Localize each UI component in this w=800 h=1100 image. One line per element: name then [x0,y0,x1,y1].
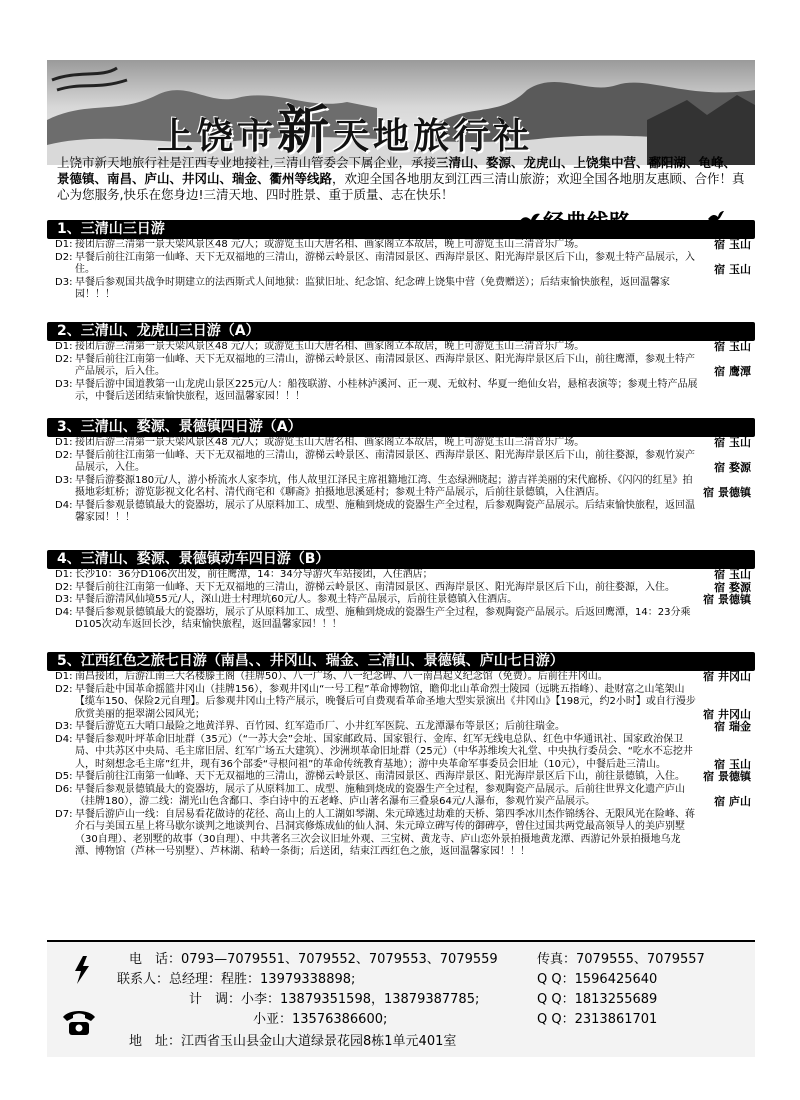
day-row: D5: 早餐后前往江南第一仙峰、天下无双福地的三清山，游梯云岭景区、南清园景区、西海岸景区、阳光海岸景区后下山，前往景德镇，入住。 宿 景德镇 [55,770,751,783]
dispatcher-line: 小亚：13576386600; [253,1012,388,1027]
contact-panel [47,940,755,1057]
route-title: 2、三清山、龙虎山三日游（A） [47,322,755,341]
route-title: 4、三清山、婺源、景德镇动车四日游（B） [47,550,755,569]
qq-line: Q Q：1813255689 [537,992,658,1007]
day-row: D4: 早餐后参观叶坪革命旧址群（35元）（“一苏大会”会址、国家邮政局、国家银行、金库、红军无线电总队、红色中华通讯社、国家政治保卫局、中共苏区中央局、毛主席旧居、红军广场五大建筑）、沙洲坝革命旧址群（25元）（中华苏维埃大礼堂、中央执行委员会、“吃水不忘挖井人，时刻想念毛主席”红井，现有36个部委“寻根问祖”的革命传统教育基地）；游中央革命军事委员会旧址（10元），中餐后赴三清山。 宿 玉山 [55,733,751,771]
qq-line: Q Q：2313861701 [537,1012,658,1027]
route-title: 3、三清山、婺源、景德镇四日游（A） [47,418,755,437]
day-row: D4: 早餐后参观景德镇最大的瓷器坊，展示了从原料加工、成型、施釉到烧成的瓷器生产全过程，参观陶瓷产品展示。后返回鹰潭，14：23分乘D105次动车返回长沙，结束愉快旅程，返回温馨家园！！！ [55,606,691,630]
qq-line: Q Q：1596425640 [537,972,658,987]
company-title: 上饶市新天地旅行社 [157,100,534,161]
day-row: D4: 早餐后参观景德镇最大的瓷器坊，展示了从原料加工、成型、施釉到烧成的瓷器生产全过程，后参观陶瓷产品展示。后结束愉快旅程，返回温馨家园！！！ [55,499,695,523]
day-row: D2: 早餐后前往江南第一仙峰、天下无双福地的三清山，游梯云岭景区、南清园景区、西海岸景区、阳光海岸景区后下山，前往鹰潭，参观土特产产品展示，后入住。 宿 鹰潭 [55,353,751,378]
header-banner [47,60,755,165]
telephone-icon [61,1007,97,1037]
day-row: D2: 早餐后前往江南第一仙峰、天下无双福地的三清山，游梯云岭景区、南清园景区、西海岸景区、阳光海岸景区后下山，参观土特产品展示，入住。 宿 玉山 [55,251,751,276]
route-4 [47,550,755,632]
day-row: D3: 早餐后参观国共战争时期建立的法西斯式人间地狱：监狱旧址、纪念馆、纪念碑上饶集中营（免费赠送）；后结束愉快旅程，返回温馨家园！！！ [55,276,670,300]
day-row: D1: 长沙10：36分D106次出发，前往鹰潭，14：34分导游火车站接团，入住酒店； 宿 玉山 [55,568,751,581]
address-line: 地 址：江西省玉山县金山大道绿景花园8栋1单元401室 [129,1034,457,1049]
day-row: D3: 早餐后游览五大哨口最险之地黄洋界、百竹园、红军造币厂、小井红军医院、五龙潭瀑布等景区；后前往瑞金。 宿 瑞金 [55,720,751,733]
day-row: D6: 早餐后参观景德镇最大的瓷器坊，展示了从原料加工、成型、施釉到烧成的瓷器生产全过程，参观陶瓷产品展示。后前往世界文化遗产庐山（挂牌180），游二线：湖光山色含鄱口、李白诗中的五老峰、庐山著名瀑布三叠泉64元/人瀑布，参观竹炭产品展示。 宿 庐山 [55,783,751,808]
day-row: D1: 接团后游三清第一景天梁风景区48 元/人；或游览玉山大唐名相、画家阁立本故居，晚上可游览玉山三清音乐广场。 宿 玉山 [55,238,751,251]
dispatcher-line: 计 调：小李：13879351598，13879387785; [189,992,480,1007]
day-row: D2: 早餐后前往江南第一仙峰、天下无双福地的三清山，游梯云岭景区、南清园景区、西海岸景区、阳光海岸景区后下山，前往婺源，参观竹炭产品展示，入住。 宿 婺源 [55,449,751,474]
day-row: D2: 早餐后前往江南第一仙峰、天下无双福地的三清山，游梯云岭景区、南清园景区、西海岸景区、阳光海岸景区后下山，前往婺源，入住。 宿 婺源 [55,580,751,594]
day-row: D1: 接团后游三清第一景天梁风景区48 元/人；或游览玉山大唐名相、画家阁立本故居，晚上可游览玉山三清音乐广场。 宿 玉山 [55,436,751,449]
telephone-line: 电 话：0793—7079551、7079552、7079553、7079559 [129,952,498,967]
day-row: D7: 早餐后游庐山一线：自居易看花做诗的花径、高山上的人工湖如琴湖、朱元璋逃过劫难的天桥、第四季冰川杰作锦绣谷、无限风光在险峰、蒋介石与美国五星上将马歇尔谈判之地谈判台、吕洞宾修炼成仙的仙人洞、朱元璋立碑写传的御碑亭，曾住过国共两党最高领导人的美庐别墅（30自理）、老别墅的故事（30自理）、中共著名三次会议旧址外观、三宝树、黄龙寺、庐山恋外景拍摄地黄龙潭、西游记外景拍摄地乌龙潭、博物馆（芦林一号别墅）、芦林湖、秸岭一条街；后送团，结束江西红色之旅，返回温馨家园！！！ [55,808,695,857]
day-row: D3: 早餐后游婺源180元/人，游小桥流水人家李坑，伟人故里江泽民主席祖籍地江湾、生态绿洲晓起；游吉祥美丽的宋代廊桥、《闪闪的红星》拍摄地彩虹桥；游览影视文化名村、清代商宅和《聊斋》拍摄地思溪延村；参观土特产品展示，后前往景德镇，入住酒店。 宿 景德镇 [55,474,751,499]
day-row: D1: 接团后游三清第一景天梁风景区48 元/人；或游览玉山大唐名相、画家阁立本故居，晚上可游览玉山三清音乐广场。 宿 玉山 [55,340,751,353]
route-2 [47,322,755,404]
day-row: D3: 早餐后游清风仙境55元/人，深山进士村理坑60元/人。参观土特产品展示，后前往景德镇入住酒店。 宿 景德镇 [55,593,751,606]
day-row: D3: 早餐后游中国道教第一山龙虎山景区225元/人：船筏联游、小桂林泸溪河、正一观、无蚊村、华夏一绝仙女岩，悬棺表演等；参观土特产品展示，中餐后送团结束愉快旅程，返回温馨家园！！！ [55,378,698,402]
company-intro: 上饶市新天地旅行社是江西专业地接社,三清山管委会下属企业，承接三清山、婺源、龙虎山、上饶集中营、鄱阳湖、龟峰、景德镇、南昌、庐山、井冈山、瑞金、衢州等线路，欢迎全国各地朋友到江西三清山旅游；欢迎全国各地朋友惠顾、合作！真心为您服务,快乐在您身边!三清天地、四时胜景、重于质量、志在快乐！ [57,155,745,202]
day-row: D1: 南昌接团，后游江南三大名楼滕王阁（挂牌50）、八一广场、八一纪念碑、八一南昌起义纪念馆（免费）。后前往井冈山。 宿 井冈山 [55,670,751,683]
contact-person-line: 联系人：总经理：程胜：13979338898; [117,972,356,987]
route-5 [47,652,755,859]
route-3 [47,418,755,525]
route-title: 1、三清山三日游 [47,220,755,239]
brochure-page [47,60,755,1057]
lightning-icon [73,956,91,984]
route-title: 5、江西红色之旅七日游（南昌、、井冈山、瑞金、三清山、景德镇、庐山七日游） [47,652,755,671]
day-row: D2: 早餐后赴中国革命摇篮井冈山（挂牌156），参观井冈山“一号工程”革命博物馆，瞻仰北山革命烈士陵园（远眺五指峰）、赴财富之山笔架山【缆车150、保险2元自理】。后参观井冈山土特产展示，晚餐后可自费观看革命圣地大型实景演出《井冈山》【198元，约2小时】或自行漫步欣赏美丽的挹翠湖公园风光； 宿 井冈山 [55,683,751,721]
fax-line: 传真：7079555、7079557 [537,952,705,967]
route-1 [47,220,755,302]
